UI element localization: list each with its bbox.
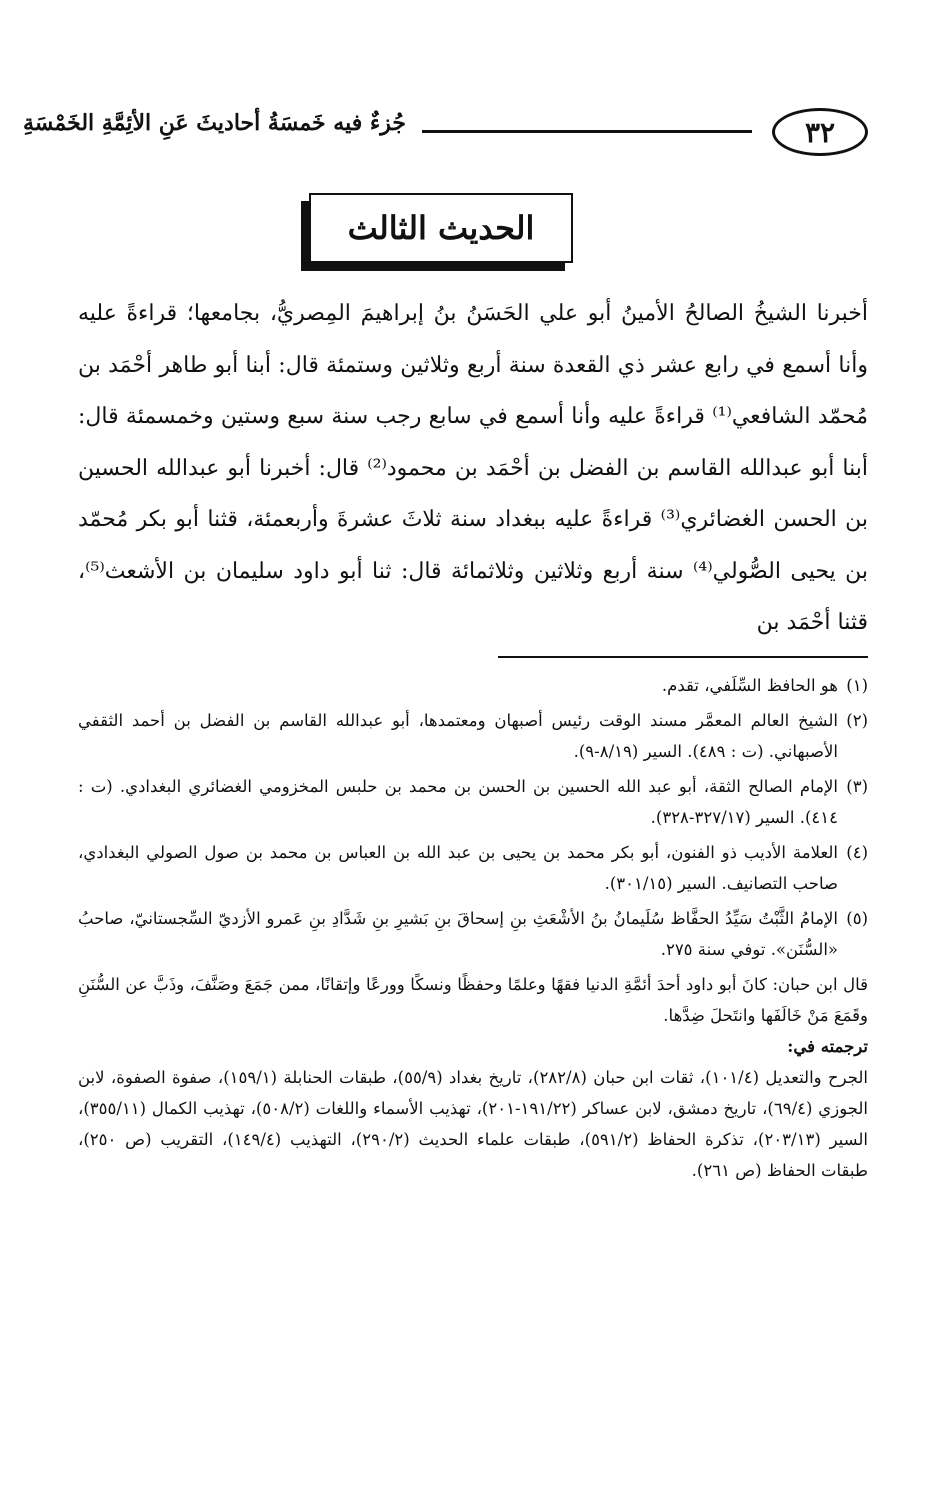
running-title: جُزءٌ فيه خَمسَةُ أحاديثَ عَنِ الأئِمَّةِ الخَمْسَةِ xyxy=(23,110,406,136)
footnote-number: (٣) xyxy=(846,777,868,796)
page-number: ٣٢ xyxy=(772,108,868,156)
main-paragraph: أخبرنا الشيخُ الصالحُ الأمينُ أبو علي الحَسَنُ بنُ إبراهيمَ المِصريُّ، بجامعها؛ قراءةً عليه وأنا أسمع في رابع عشر ذي القعدة سنة أربع وثلاثين وستمئة قال: أبنا أبو طاهر أحْمَد بن مُحمّد الشافعي⁽¹⁾ قراءةً عليه وأنا أسمع في سابع رجب سنة سبع وستين وخمسمئة قال: أبنا أبو عبدالله القاسم بن الفضل بن أحْمَد بن محمود⁽²⁾ قال: أخبرنا أبو عبدالله الحسين بن الحسن الغضائري⁽³⁾ قراءةً عليه ببغداد سنة ثلاثَ عشرةَ وأربعمئة، قثنا أبو بكر مُحمّد بن يحيى الصُّولي⁽⁴⁾ سنة أربع وثلاثين وثلاثمائة قال: ثنا أبو داود سليمان بن الأشعث⁽⁵⁾، قثنا أحْمَد بن xyxy=(78,301,869,635)
footnote-number: (٤) xyxy=(846,843,868,862)
main-text xyxy=(78,288,868,649)
footnote-text: الشيخ العالم المعمَّر مسند الوقت رئيس أصبهان ومعتمدها، أبو عبدالله القاسم بن الفضل بن أحمد الثقفي الأصبهاني. (ت : ٤٨٩). السير (٨/١٩-٩). xyxy=(78,711,838,761)
footnote-3 xyxy=(78,771,868,833)
biography-sources-heading: ترجمته في: xyxy=(787,1037,868,1056)
section-title: الحديث الثالث xyxy=(309,193,573,263)
footnote-text: الإمامُ الثَّبْتُ سَيِّدُ الحفَّاظ سُلَيمانُ بنُ الأشْعَثِ بنِ إسحاقَ بنِ بَشيرِ بنِ شَدَّادِ بنِ عَمرو الأزديّ السِّجستانيّ، صاحبُ «السُّنَن». توفي سنة ٢٧٥. xyxy=(78,909,838,959)
footnote-text: الإمام الصالح الثقة، أبو عبد الله الحسين بن الحسن بن محمد بن حلبس المخزومي الغضائري البغدادي. (ت : ٤١٤). السير (٣٢٧/١٧-٣٢٨). xyxy=(78,777,838,827)
footnote-divider xyxy=(498,656,868,658)
footnote-text: هو الحافظ السِّلَفي، تقدم. xyxy=(661,676,838,695)
footnote-number: (٢) xyxy=(846,711,868,730)
biography-sources-list: الجرح والتعديل (١٠١/٤)، ثقات ابن حبان (٢٨٢/٨)، تاريخ بغداد (٥٥/٩)، طبقات الحنابلة (١٥٩/١)، صفوة الصفوة، لابن الجوزي (٦٩/٤)، تاريخ دمشق، لابن عساكر (١٩١/٢٢-٢٠١)، تهذيب الأسماء واللغات (٥٠٨/٢)، تهذيب الكمال (٣٥٥/١١)، السير (٢٠٣/١٣)، تذكرة الحفاظ (٥٩١/٢)، طبقات علماء الحديث (٢٩٠/٢)، التهذيب (١٤٩/٤)، التقريب (ص ٢٥٠)، طبقات الحفاظ (ص ٢٦١). xyxy=(78,1068,868,1180)
footnote-4 xyxy=(78,837,868,899)
footnote-1 xyxy=(78,670,868,701)
footnote-number: (٥) xyxy=(846,909,868,928)
header-rule xyxy=(422,130,752,133)
footnotes xyxy=(78,670,868,1186)
footnote-quote: قال ابن حبان: كانَ أبو داود أحدَ أئمَّةِ الدنيا فقهًا وعلمًا وحفظًا ونسكًا وورعًا وإتقانًا، ممن جَمَعَ وصَنَّفَ، وذَبَّ عن السُّنَنِ وقَمَعَ مَنْ خَالَفَها وانتَحلَ ضِدَّها. xyxy=(78,975,868,1025)
footnote-2 xyxy=(78,705,868,767)
page-header xyxy=(23,108,868,160)
footnote-5 xyxy=(78,903,868,965)
footnote-number: (١) xyxy=(846,676,868,695)
footnote-text: العلامة الأديب ذو الفنون، أبو بكر محمد بن يحيى بن عبد الله بن العباس بن محمد بن صول الصولي البغدادي، صاحب التصانيف. السير (٣٠١/١٥). xyxy=(78,843,838,893)
